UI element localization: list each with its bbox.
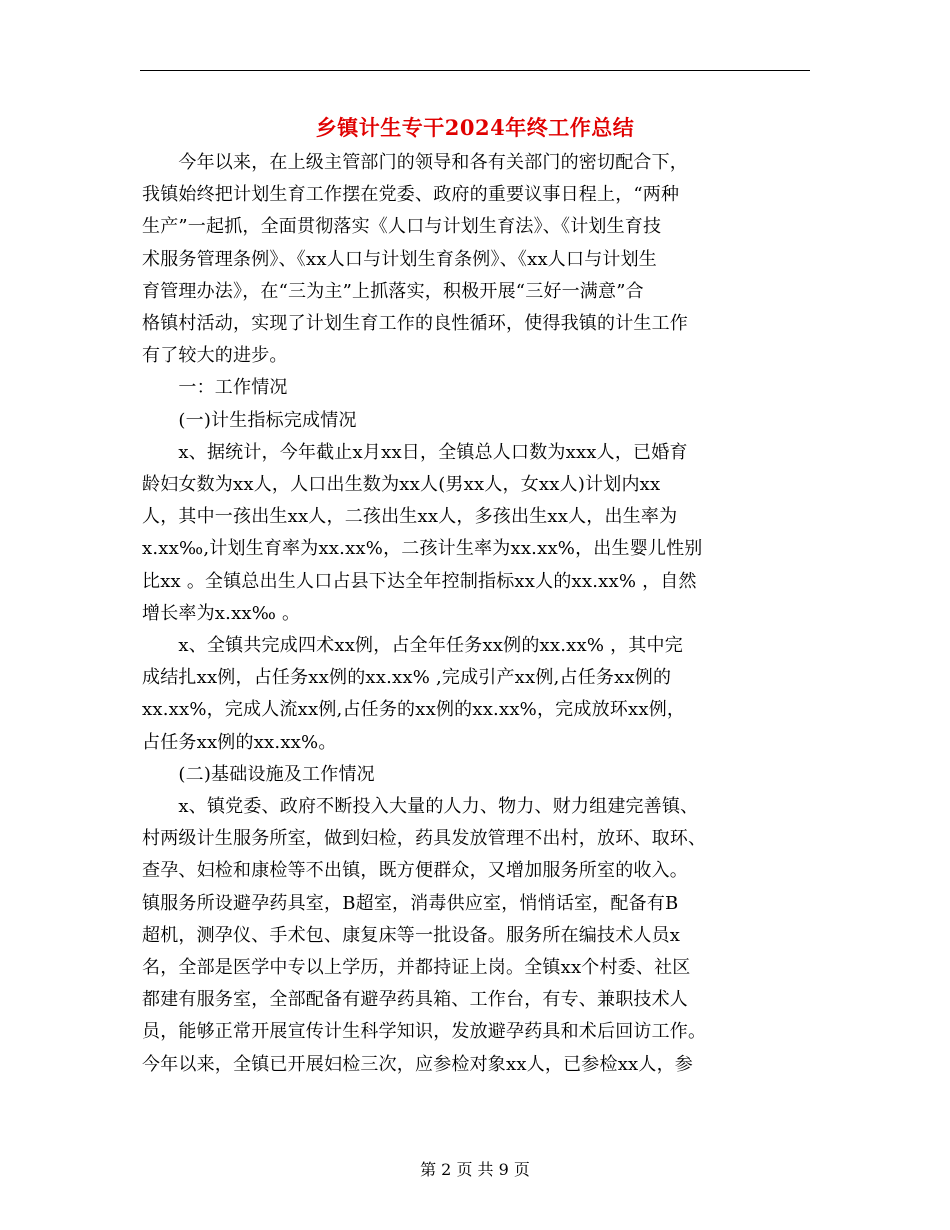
text-line: 龄妇女数为xx人，人口出生数为xx人(男xx人，女xx人)计划内xx [142,474,661,495]
text-line: 村两级计生服务所室，做到妇检，药具发放管理不出村，放环、取环、 [142,828,707,850]
text-line: x.xx‰,计划生育率为xx.xx%，二孩计生率为xx.xx%，出生婴儿性别 [142,538,703,560]
text-line: 名，全部是医学中专以上学历，并都持证上岗。全镇xx个村委、社区 [142,957,691,978]
text-line: 都建有服务室，全部配备有避孕药具箱、工作台，有专、兼职技术人 [142,989,688,1011]
text-line: 增长率为x.xx‰ 。 [142,602,301,624]
text-line: 格镇村活动，实现了计划生育工作的良性循环，使得我镇的计生工作 [142,313,688,334]
text-line: 占任务xx例的xx.xx%。 [142,731,337,753]
text-line: x、镇党委、政府不断投入大量的人力、物力、财力组建完善镇、 [142,796,699,817]
text-line: 育管理办法》，在“三为主”上抓落实，积极开展“三好一满意”合 [142,280,644,302]
text-line: 我镇始终把计划生育工作摆在党委、政府的重要议事日程上，“两种 [142,184,680,206]
text-line: 员，能够正常开展宣传计生科学知识，发放避孕药具和术后回访工作。 [142,1021,707,1043]
document-title: 乡镇计生专干2024年终工作总结 [315,115,635,140]
page-footer: 第 2 页 共 9 页 [420,1160,530,1179]
text-line: 比xx 。全镇总出生人口占县下达全年控制指标xx人的xx.xx% ，自然 [142,570,697,592]
text-line: 人，其中一孩出生xx人，二孩出生xx人，多孩出生xx人，出生率为 [142,506,678,528]
text-line: 术服务管理条例》、《xx人口与计划生育条例》、《xx人口与计划生 [142,248,658,270]
text-line: 超机，测孕仪、手术包、康复床等一批设备。服务所在编技术人员x [142,924,681,946]
text-line: 有了较大的进步。 [142,345,288,367]
text-line: xx.xx%，完成人流xx例,占任务的xx例的xx.xx%，完成放环xx例， [142,699,686,721]
text-line: 今年以来，在上级主管部门的领导和各有关部门的密切配合下， [142,152,688,173]
text-line: (二)基础设施及工作情况 [142,763,375,785]
text-line: 一：工作情况 [142,377,288,399]
text-line: 今年以来，全镇已开展妇检三次，应参检对象xx人，已参检xx人，参 [142,1053,694,1075]
text-line: 查孕、妇检和康检等不出镇，既方便群众，又增加服务所室的收入。 [142,860,688,882]
text-line: (一)计生指标完成情况 [142,409,357,431]
text-line: 成结扎xx例，占任务xx例的xx.xx% ,完成引产xx例,占任务xx例的 [142,667,672,689]
text-line: 生产”一起抓，全面贯彻落实《人口与计划生育法》、《计划生育技 [142,216,662,238]
text-line: 镇服务所设避孕药具室，B超室，消毒供应室，悄悄话室，配备有B [142,892,679,914]
header-rule [140,70,810,71]
text-line: x、据统计，今年截止x月xx日，全镇总人口数为xxx人，已婚育 [142,441,688,463]
text-line: x、全镇共完成四术xx例，占全年任务xx例的xx.xx% ，其中完 [142,635,683,656]
